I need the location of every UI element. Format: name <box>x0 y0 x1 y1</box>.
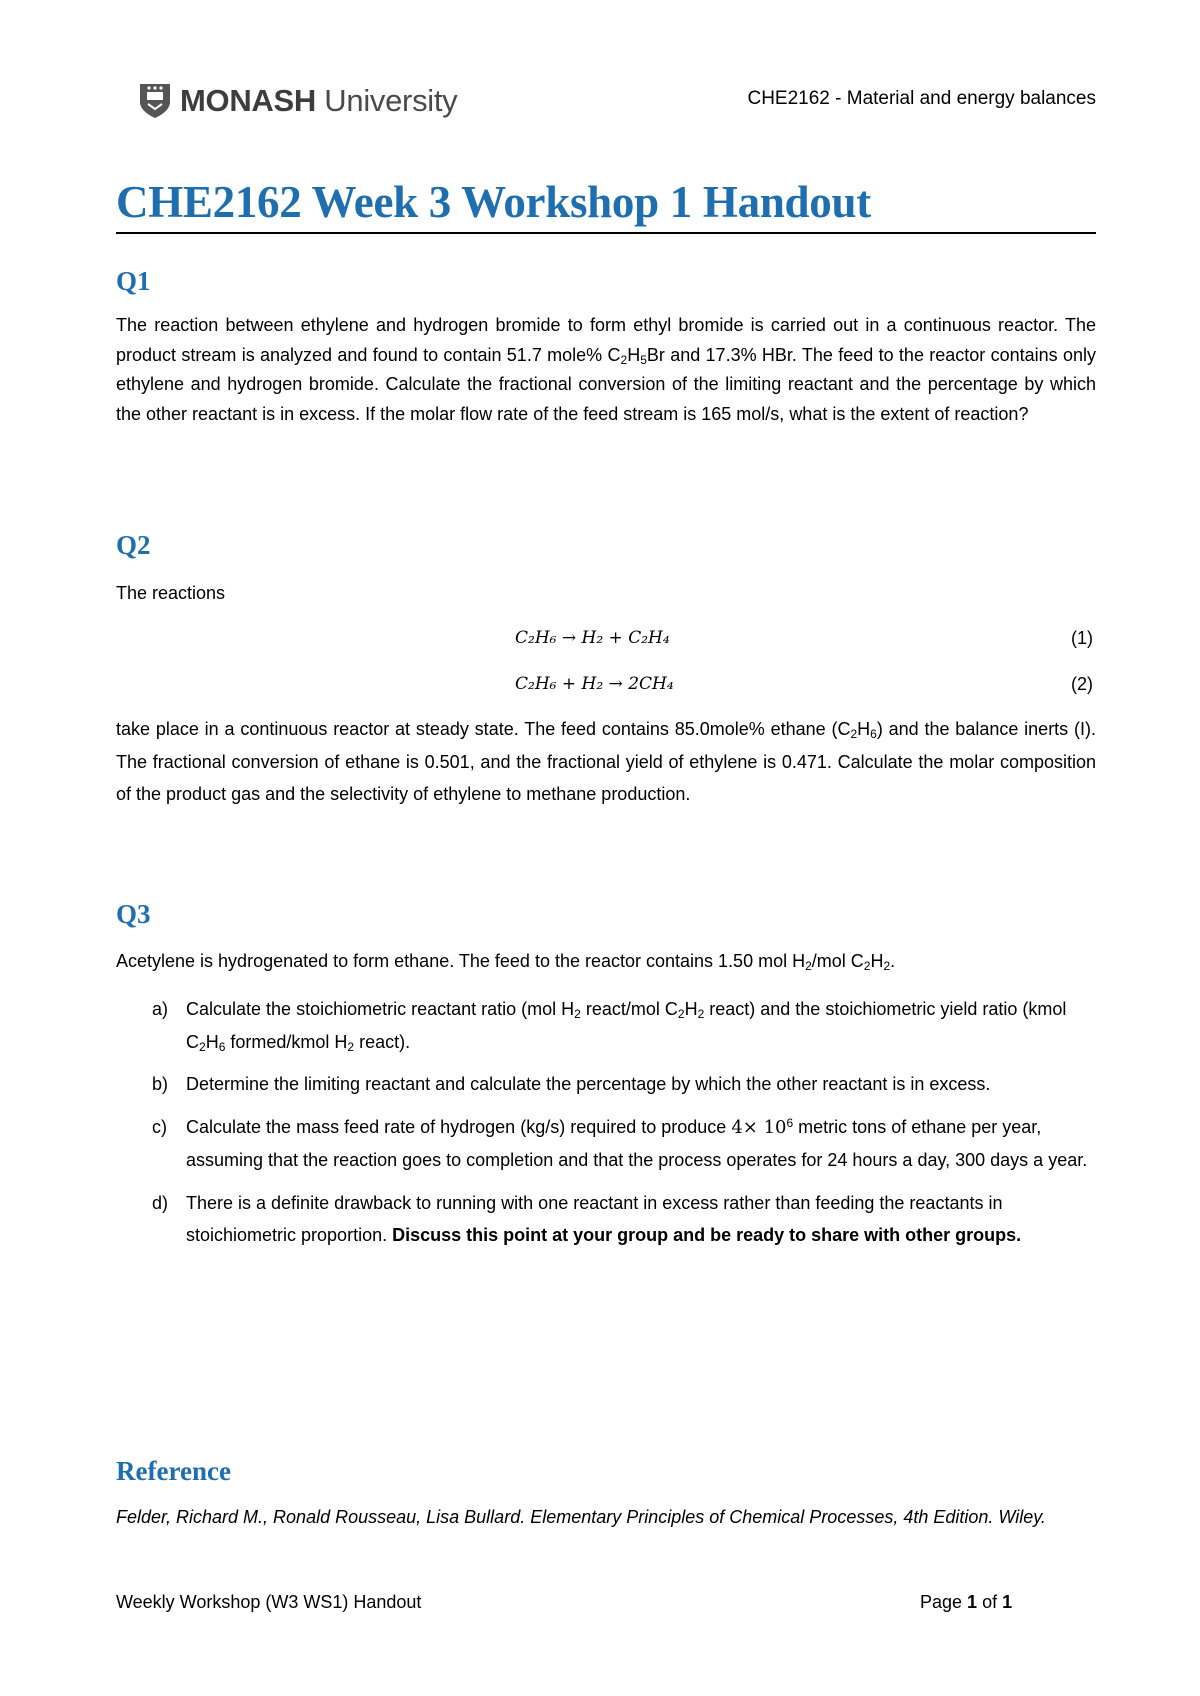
reference-text: Felder, Richard M., Ronald Rousseau, Lisa Bullard. Elementary Principles of Chemical Processes, 4th Edition. Wiley. <box>116 1507 1046 1527</box>
logo-wordmark: MONASH University <box>180 83 458 118</box>
course-header: CHE2162 - Material and energy balances <box>747 88 1096 109</box>
item-marker: d) <box>152 1192 169 1213</box>
equation-2: C₂H₆ + H₂ → 2CH₄ <box>515 674 674 694</box>
q2-intro: The reactions <box>116 583 226 603</box>
item-b-text: Determine the limiting reactant and calculate the percentage by which the other reactant is in excess. <box>186 1074 991 1094</box>
university-logo <box>138 82 457 120</box>
item-d-text: There is a definite drawback to running with one reactant in excess rather than feeding the reactants in stoichiometric proportion. Discuss this point at your group and be ready to share with other groups. <box>186 1192 1022 1245</box>
item-a-text: Calculate the stoichiometric reactant ratio (mol $H_2$ react/mol $C_2H_2$ react) and the stoichiometric yield ratio (kmol $C_2H_6$ formed/kmol $H_2$ react). <box>186 999 1067 1054</box>
list-item <box>116 1068 1096 1101</box>
q2-text: take place in a continuous reactor at steady state. The feed contains 85.0mole% ethane $(C_2H_6)$ and the balance inerts (I). The fractional conversion of ethane is 0.501, and the fractional yield of ethylene is 0.471. Calculate the molar composition of the product gas and the selectivity of ethylene to methane production. <box>116 719 1096 804</box>
list-item <box>116 993 1096 1058</box>
footer-title: Weekly Workshop (W3 WS1) Handout <box>116 1592 422 1612</box>
q2-heading: Q2 <box>116 530 151 560</box>
equation-1-number: (1) <box>1071 628 1093 648</box>
q3-heading: Q3 <box>116 899 151 929</box>
crest-icon <box>138 82 172 120</box>
q3-subquestions <box>116 993 1096 1252</box>
item-marker: b) <box>152 1074 169 1094</box>
q3-intro: Acetylene is hydrogenated to form ethane. The feed to the reactor contains 1.50 mol $H_2$/mol $C_2H_2$. <box>116 951 896 973</box>
page-number: Page 1 of 1 <box>920 1592 1013 1612</box>
q1-text: The reaction between ethylene and hydrogen bromide to form ethyl bromide is carried out in a continuous reactor. The product stream is analyzed and found to contain 51.7 mole% $C_2H_5Br$ and 17.3% HBr. The feed to the reactor contains only ethylene and hydrogen bromide. Calculate the fractional conversion of the limiting reactant and the percentage by which the other reactant is in excess. If the molar flow rate of the feed stream is 165 mol/s, what is the extent of reaction? <box>116 315 1097 424</box>
equation-1: C₂H₆ → H₂ + C₂H₄ <box>515 628 670 648</box>
item-c-text: Calculate the mass feed rate of hydrogen (kg/s) required to produce $4\times 10^6$ metric tons of ethane per year, assuming that the reaction goes to completion and that the process operates for 24 hours a day, 300 days a year. <box>186 1115 1088 1170</box>
page-title: CHE2162 Week 3 Workshop 1 Handout <box>116 177 871 227</box>
item-marker: a) <box>152 999 169 1019</box>
q1-heading: Q1 <box>116 266 151 296</box>
title-divider <box>116 232 1096 234</box>
list-item <box>116 1187 1096 1252</box>
equation-2-number: (2) <box>1071 674 1093 694</box>
item-marker: c) <box>152 1116 167 1137</box>
reference-heading: Reference <box>116 1456 231 1486</box>
list-item <box>116 1111 1096 1177</box>
